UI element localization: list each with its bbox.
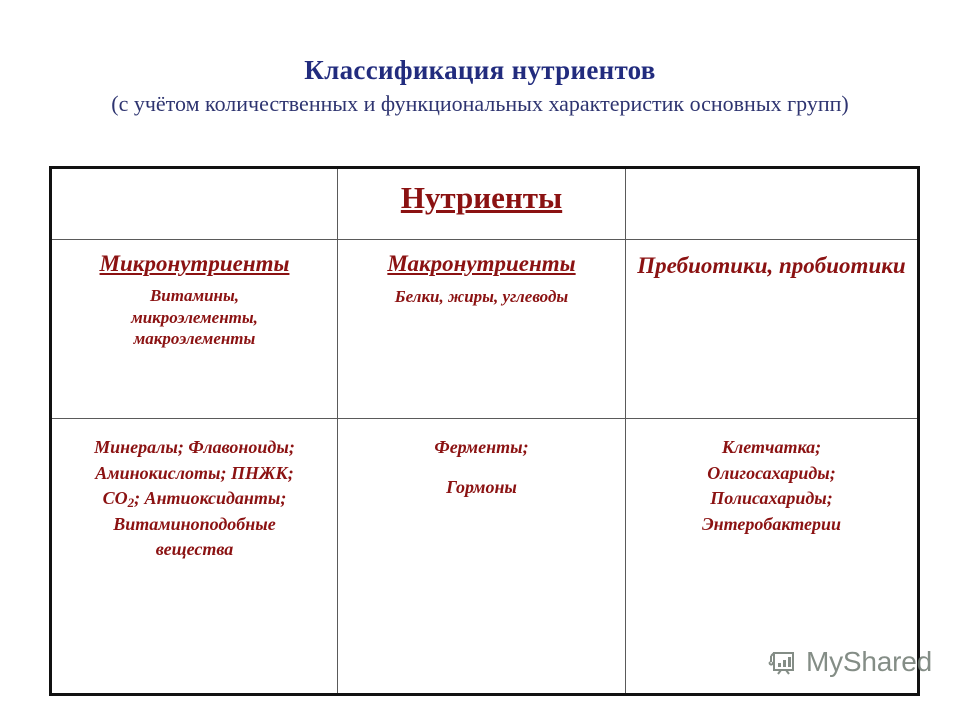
cell-micronutrients-items [51, 419, 338, 695]
macronutrients-sub [338, 277, 625, 307]
cell-title-left [51, 168, 338, 240]
prebiotics-item-line-4: Энтеробактерии [701, 513, 842, 534]
micronutrients-item-line-3 [60, 486, 329, 512]
micronutrients-heading: Микронутриенты [99, 251, 290, 276]
cell-prebiotics [626, 240, 919, 419]
micronutrients-item-line-2: Аминокислоты; ПНЖК; [95, 462, 294, 483]
watermark-label: MyShared [806, 646, 933, 677]
prebiotics-heading: Пребиотики, пробиотики [637, 253, 906, 278]
co2-formula-tail: ; Антиоксиданты; [134, 488, 287, 509]
cell-micronutrients [51, 240, 338, 419]
macronutrients-item-line-2: Гормоны [446, 476, 517, 497]
macronutrients-heading: Макронутриенты [387, 251, 576, 276]
nutrient-classification-table [49, 166, 920, 696]
title-block [0, 0, 960, 115]
cell-title-left-text [52, 169, 337, 239]
prebiotics-item-line-3: Полисахариды; [710, 488, 833, 509]
line-spacer [346, 461, 617, 475]
co2-formula-subscript: 2 [127, 495, 135, 511]
micronutrients-sub-line-2: микроэлементы, [131, 307, 258, 327]
cell-title-center [338, 168, 626, 240]
myshared-watermark [766, 645, 932, 679]
macronutrients-item-line-1: Ферменты; [434, 437, 529, 457]
table-row-title [51, 168, 919, 240]
micronutrients-sub-line-1: Витамины, [149, 286, 240, 306]
cell-macronutrients-items [338, 419, 626, 695]
cell-title-right-text [626, 169, 917, 239]
micronutrients-item-line-5: вещества [155, 539, 234, 560]
co2-formula-base: CO [102, 488, 128, 509]
table-row-headings [51, 240, 919, 419]
macronutrients-sub-line-1: Белки, жиры, углеводы [394, 287, 569, 307]
prebiotics-item-line-2: Олигосахариды; [707, 462, 836, 483]
prebiotics-item-line-1: Клетчатка; [721, 437, 822, 457]
micronutrients-item-line-4: Витаминоподобные [113, 513, 276, 534]
micronutrients-sub [52, 277, 337, 349]
prebiotics-block [626, 240, 917, 418]
micronutrients-block [52, 240, 337, 418]
nutrients-heading: Нутриенты [400, 180, 563, 215]
page-title: Классификация нутриентов [304, 55, 656, 85]
flipchart-bar-chart-icon [766, 645, 800, 679]
micronutrients-item-line-1: Минералы; Флавоноиды; [94, 437, 295, 457]
macronutrients-block [338, 240, 625, 418]
cell-title-right [626, 168, 919, 240]
micronutrients-items [52, 419, 337, 693]
micronutrients-sub-line-3: макроэлементы [133, 328, 256, 348]
macronutrients-items [338, 419, 625, 693]
cell-macronutrients [338, 240, 626, 419]
page-subtitle: (с учётом количественных и функциональных характеристик основных групп) [111, 91, 849, 117]
